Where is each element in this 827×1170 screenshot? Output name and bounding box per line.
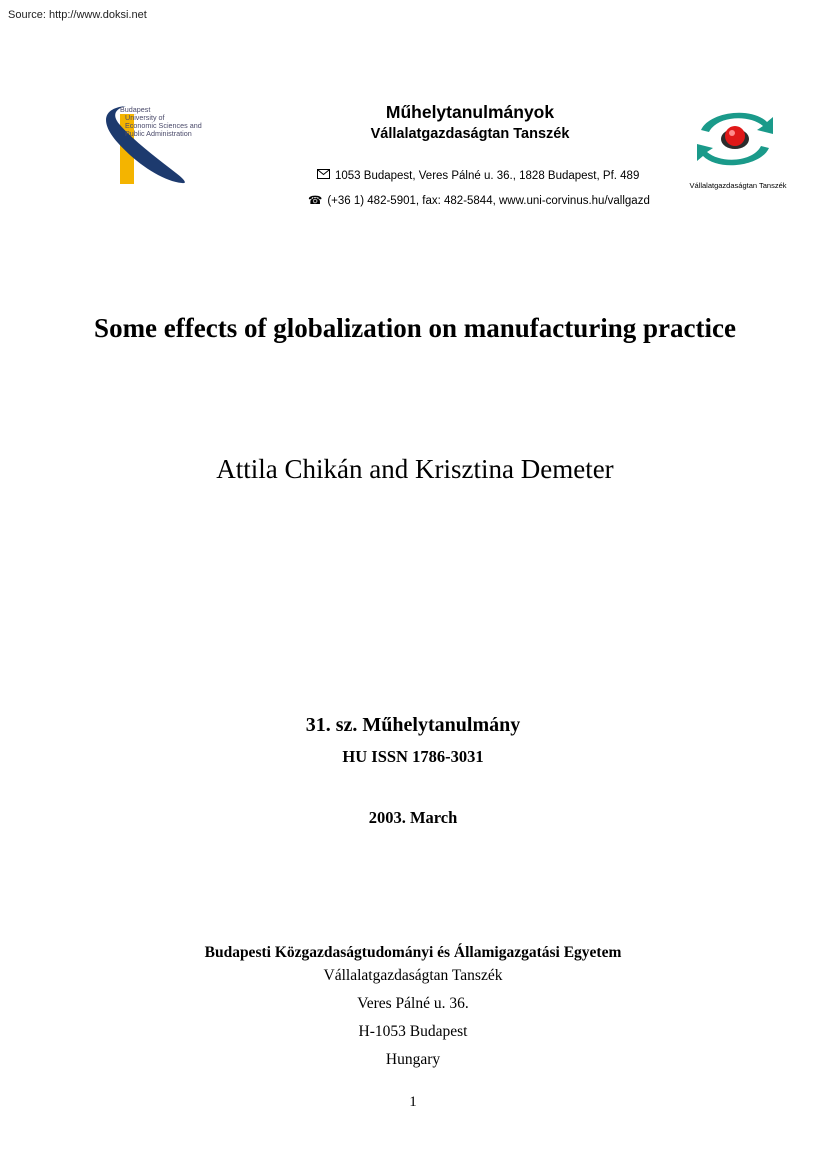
university-logo-line: Public Administration [125,129,192,138]
footer-institution: Budapesti Közgazdaságtudományi és Államigazgatási Egyetem [204,944,622,961]
university-logo-line: Economic Sciences and [125,121,202,130]
footer-address [113,942,713,1074]
source-label: Source: http://www.doksi.net [8,9,147,21]
university-logo-line: University of [125,113,165,122]
address-text: 1053 Budapest, Veres Pálné u. 36., 1828 Budapest, Pf. 489 [335,170,640,182]
footer-city: H-1053 Budapest [358,1023,468,1040]
page-number: 1 [409,1094,417,1110]
phone-icon: ☎ [308,195,323,207]
university-logo-text [120,106,202,138]
phone-text: (+36 1) 482-5901, fax: 482-5844, www.uni-corvinus.hu/vallgazd [327,195,650,207]
footer-country: Hungary [385,1051,441,1068]
header-title: Műhelytanulmányok [385,102,555,122]
footer-department: Vállalatgazdaságtan Tanszék [323,967,503,984]
department-logo [693,108,777,170]
publication-date: 2003. March [368,808,458,827]
issn-label: HU ISSN 1786-3031 [342,747,484,766]
university-logo-line: Budapest [120,105,151,114]
header-address [317,169,639,182]
department-logo-caption: Vállalatgazdaságtan Tanszék [689,181,787,190]
header-phone [308,193,650,207]
footer-street: Veres Pálné u. 36. [357,995,469,1012]
envelope-icon [317,169,330,182]
series-label: 31. sz. Műhelytanulmány [305,714,521,736]
header-department: Vállalatgazdaságtan Tanszék [370,126,570,142]
document-title: Some effects of globalization on manufacturing practice [94,313,736,343]
document-authors: Attila Chikán and Krisztina Demeter [216,454,614,484]
header-block [290,102,650,143]
